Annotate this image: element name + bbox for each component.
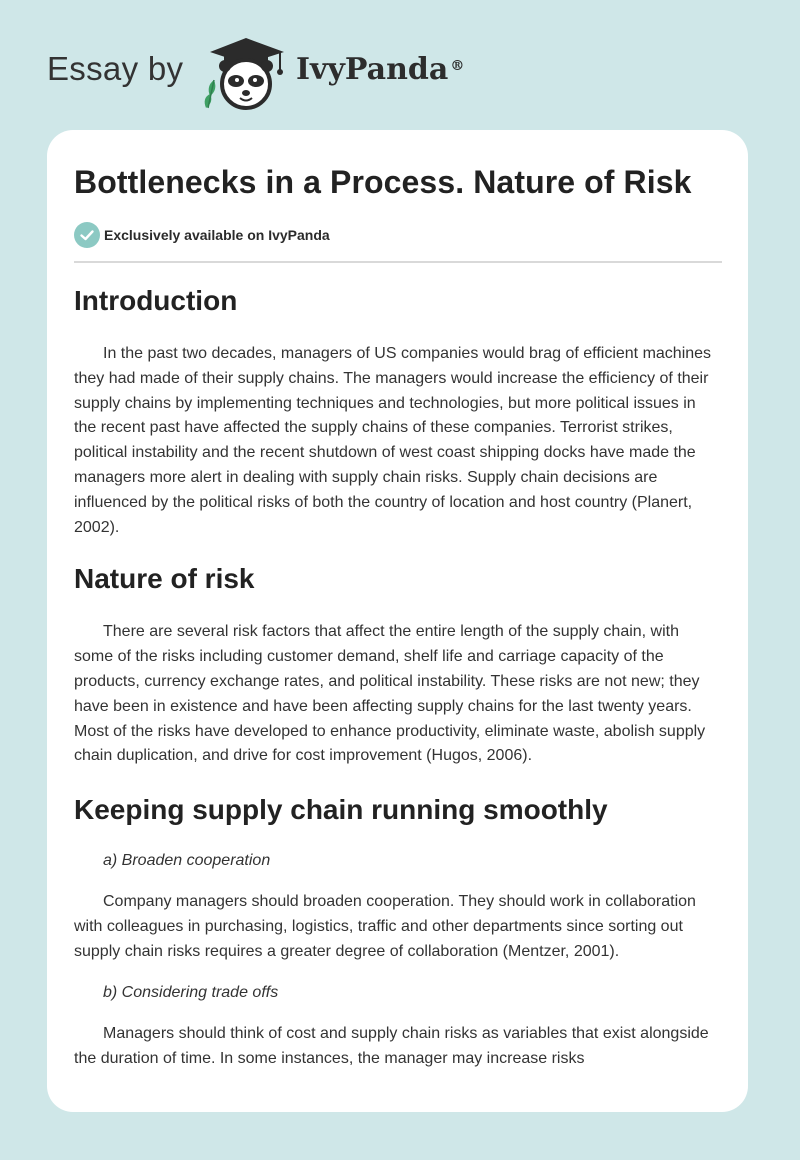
article-title: Bottlenecks in a Process. Nature of Risk: [74, 164, 692, 200]
paragraph: Company managers should broaden cooperation. They should work in collaboration with colleagues in purchasing, logistics, traffic and other departments since sorting out supply chain risks requires a greater degree of collaboration (Mentzer, 2001).: [74, 892, 696, 960]
paragraph: There are several risk factors that affect the entire length of the supply chain, with some of the risks including customer demand, shelf life and carriage capacity of the products, currency exchange rates, and political instability. These risks are not new; they have been in existence and have been affecting supply chains for the last twenty years. Most of the risks have developed to enhance productivity, eliminate waste, abolish supply chain duplication, and drive for cost improvement (Hugos, 2006).: [74, 623, 706, 765]
subheading-considering-trade-offs: b) Considering trade offs: [103, 984, 279, 1002]
paragraph: Managers should think of cost and supply chain risks as variables that exist alongside the duration of time. In some instances, the manager may increase risks: [74, 1025, 709, 1067]
article-card: [47, 130, 748, 1112]
section-heading-keeping-supply-chain: Keeping supply chain running smoothly: [74, 794, 608, 826]
exclusive-badge-text: Exclusively available on IvyPanda: [104, 227, 330, 243]
essay-by-label: Essay by: [47, 50, 184, 87]
site-header: [0, 0, 800, 125]
article-body: [74, 280, 722, 1072]
section-heading-nature-of-risk: Nature of risk: [74, 563, 255, 595]
panda-logo-icon[interactable]: [200, 36, 292, 110]
exclusive-badge: [74, 222, 330, 248]
check-circle-icon: [74, 222, 100, 248]
ivypanda-brand-name[interactable]: IvyPanda ®: [296, 52, 465, 87]
paragraph: In the past two decades, managers of US companies would brag of efficient machines they had made of their supply chains. The managers would increase the efficiency of their supply chains by implementing techniques and technologies, but more political issues in the recent past have affected the supply chains of these companies. Terrorist strikes, political instability and the recent shutdown of west coast shipping docks have made the managers more alert in dealing with supply chain risks. Supply chain decisions are influenced by the political risks of both the country of location and host country (Planert, 2002).: [74, 345, 712, 536]
subheading-broaden-cooperation: a) Broaden cooperation: [103, 852, 271, 870]
title-divider: [74, 261, 722, 263]
section-heading-introduction: Introduction: [74, 285, 238, 316]
